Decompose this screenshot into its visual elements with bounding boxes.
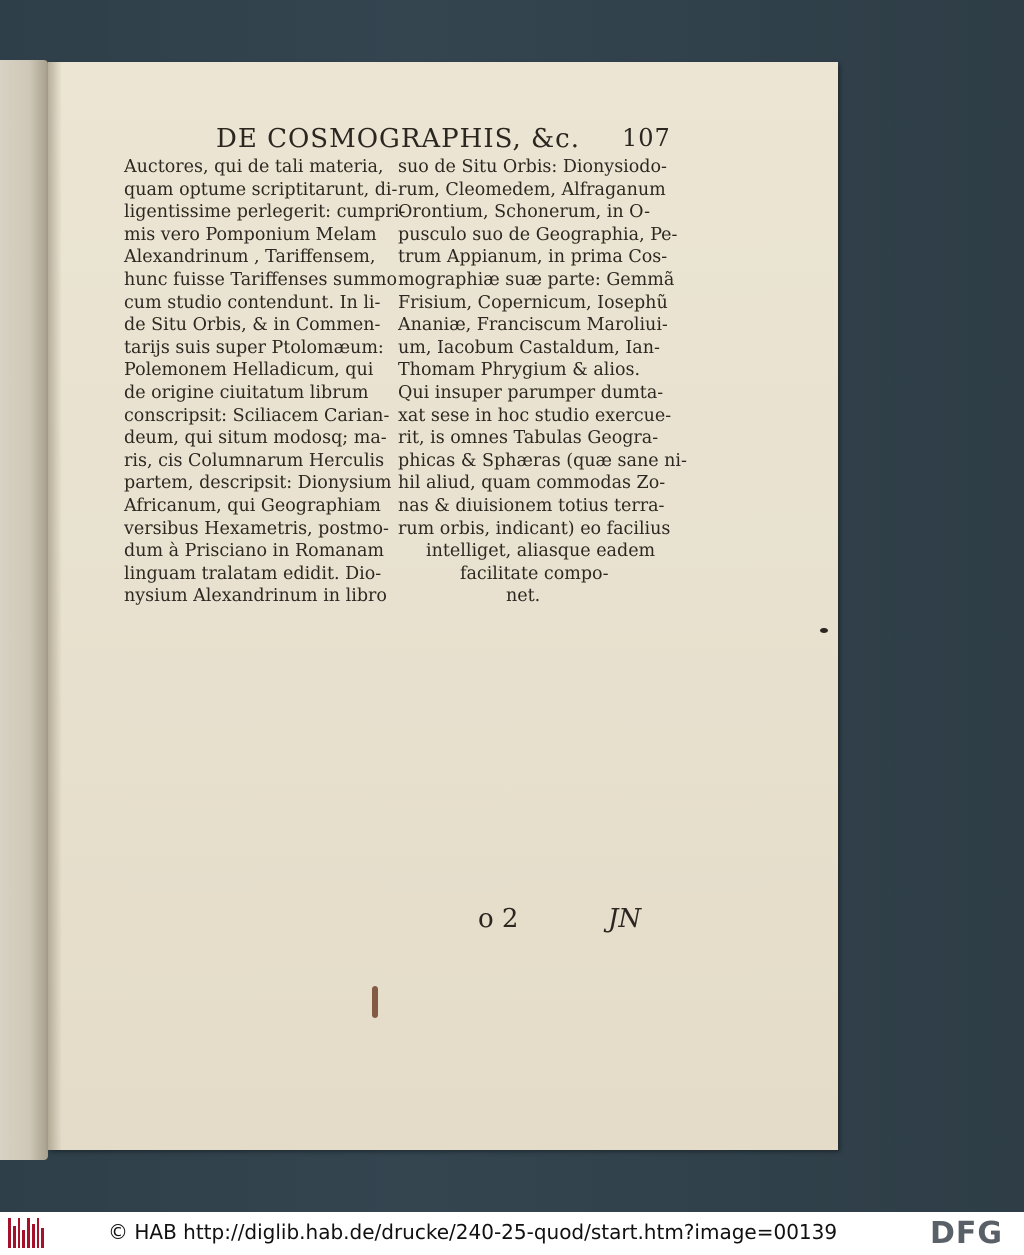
adjacent-page-edge	[0, 60, 48, 1160]
text-line: trum Appianum, in prima Cos-	[398, 247, 668, 268]
text-line: dum à Prisciano in Romanam	[124, 541, 385, 562]
text-line: hunc fuisse Tariffenses summo	[124, 269, 398, 290]
text-line: Frisium, Copernicum, Iosephũ	[398, 292, 668, 313]
signature-mark: o 2	[478, 904, 519, 934]
text-line: facilitate compo-	[460, 563, 609, 584]
text-line: hil aliud, quam commodas Zo-	[398, 473, 666, 494]
text-line: Qui insuper parumper dumta-	[398, 382, 664, 403]
text-line: mis vero Pomponium Melam	[124, 224, 377, 245]
text-line: um, Iacobum Castaldum, Ian-	[398, 337, 660, 358]
text-line: suo de Situ Orbis: Dionysiodo-	[398, 157, 667, 177]
text-line: ris, cis Columnarum Herculis	[124, 450, 385, 471]
source-link[interactable]: © HAB http://diglib.hab.de/drucke/240-25-quod/start.htm?image=00139	[108, 1220, 838, 1244]
text-line: ligentissime perlegerit: cumpri-	[124, 202, 406, 223]
text-line: rum orbis, indicant) eo facilius	[398, 518, 671, 539]
text-line: Polemonem Helladicum, qui	[124, 360, 374, 381]
text-line: rum, Cleomedem, Alfraganum	[398, 179, 666, 200]
text-line: xat sese in hoc studio exercue-	[398, 405, 672, 426]
running-header	[216, 124, 716, 156]
text-line: Africanum, qui Geographiam	[124, 495, 381, 516]
text-column-left	[124, 156, 406, 608]
text-line: pusculo suo de Geographia, Pe-	[398, 224, 678, 245]
text-line: deum, qui situm modosq; ma-	[124, 428, 387, 449]
text-line: Orontium, Schonerum, in O-	[398, 202, 651, 223]
text-line: nysium Alexandrinum in libro	[124, 586, 387, 607]
book-page	[48, 62, 838, 1150]
gutter-shadow	[48, 62, 62, 1150]
text-line: tarijs suis super Ptolomæum:	[124, 337, 384, 358]
text-line: linguam tralatam edidit. Dio-	[124, 563, 382, 584]
text-line: mographiæ suæ parte: Gemmã	[398, 269, 675, 290]
text-line: Thomam Phrygium & alios.	[398, 360, 641, 381]
text-line: Alexandrinum , Tariffensem,	[124, 247, 376, 268]
text-line: intelliget, aliasque eadem	[426, 541, 656, 562]
text-line: nas & diuisionem totius terra-	[398, 495, 665, 516]
text-column-right	[398, 156, 687, 608]
text-line: Ananiæ, Franciscum Maroliui-	[398, 315, 668, 336]
dfg-logo: DFG	[930, 1216, 1004, 1251]
running-title: DE COSMOGRAPHIS, &c.	[216, 124, 580, 154]
viewer-footer	[0, 1212, 1024, 1255]
text-line: rit, is omnes Tabulas Geogra-	[398, 428, 659, 449]
text-line: net.	[506, 586, 541, 607]
text-line: conscripsit: Sciliacem Carian-	[124, 405, 390, 426]
hab-logo-icon	[8, 1218, 44, 1248]
text-line: Auctores, qui de tali materia,	[124, 157, 384, 177]
text-line: phicas & Sphæras (quæ sane ni-	[398, 450, 687, 471]
text-line: quam optume scriptitarunt, di-	[124, 179, 398, 200]
text-line: de Situ Orbis, & in Commen-	[124, 315, 381, 336]
ink-spot	[820, 628, 828, 633]
ink-stain	[372, 986, 378, 1018]
catchword-initials: JN	[608, 904, 642, 934]
text-line: versibus Hexametris, postmo-	[124, 518, 389, 539]
text-line: partem, descripsit: Dionysium	[124, 473, 392, 494]
text-line: de origine ciuitatum librum	[124, 382, 369, 403]
page-number: 107	[622, 124, 671, 152]
text-line: cum studio contendunt. In li-	[124, 292, 381, 313]
